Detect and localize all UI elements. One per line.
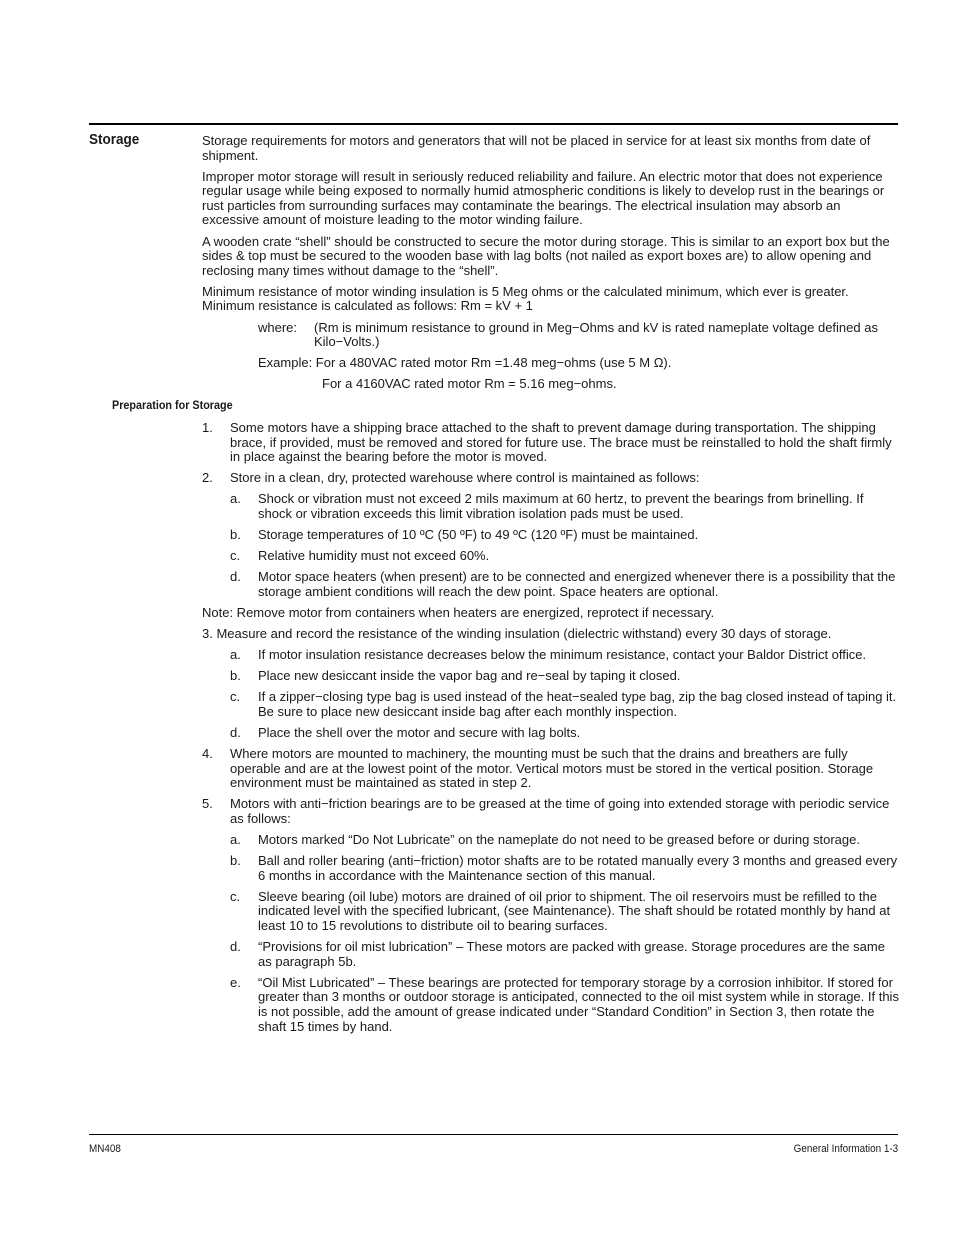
sub-text: If motor insulation resistance decreases below the minimum resistance, contact your Baldor District office.: [258, 647, 867, 663]
footer-page-label: General Information 1-3: [793, 1143, 898, 1155]
sub-item: [230, 890, 900, 934]
sub-text: “Provisions for oil mist lubrication” – These motors are packed with grease. Storage procedures are the same as paragraph 5b.: [258, 939, 885, 969]
sub-text: Storage temperatures of 10 ºC (50 ºF) to 49 ºC (120 ºF) must be maintained.: [258, 527, 699, 543]
sub-letter: e.: [230, 974, 241, 990]
sub-text: Relative humidity must not exceed 60%.: [258, 548, 490, 564]
sub-item: [230, 976, 900, 1034]
storage-paragraph-3: Minimum resistance of motor winding insulation is 5 Meg ohms or the calculated minimum, which ever is greater. Minimum resistance is calculated as follows: Rm = kV + 1: [202, 283, 849, 314]
sub-item: [230, 854, 900, 883]
sub-text: If a zipper−closing type bag is used instead of the heat−sealed type bag, zip the bag closed instead of taping it. Be sure to place new desiccant inside bag after each monthly inspection.: [258, 689, 897, 719]
item-text: Some motors have a shipping brace attached to the shaft to prevent damage during transportation. The shipping brace, if provided, must be removed and stored for future use. The brace must be reinstalled to hold the shaft firmly in place against the bearing before the motor is moved.: [230, 420, 892, 465]
sub-item: [230, 940, 900, 969]
sub-letter: c.: [230, 548, 241, 564]
item-number: 2.: [202, 470, 213, 486]
sub-text: Place the shell over the motor and secure with lag bolts.: [258, 725, 581, 740]
list-item: [202, 471, 900, 486]
sub-letter: d.: [230, 939, 241, 955]
where-definition: [258, 321, 900, 350]
sub-item: [230, 549, 900, 564]
sub-letter: d.: [230, 569, 241, 585]
sub-item: [230, 492, 900, 521]
sub-letter: b.: [230, 527, 241, 543]
where-label: where:: [258, 319, 298, 335]
storage-paragraph-2: A wooden crate “shell” should be constructed to secure the motor during storage. This is similar to an export box but the sides & top must be secured to the wooden base with lag bolts (not nailed as export boxes are) to allow opening and reclosing many times without damage to the “shell”.: [202, 233, 890, 278]
item-text: Where motors are mounted to machinery, the mounting must be such that the drains and breathers are fully operable and are at the lowest point of the motor. Vertical motors must be stored in the vertical position. Storage environment must be maintained as stated in step 2.: [230, 746, 874, 791]
sub-item: [230, 690, 900, 719]
footer-manual-number: MN408: [89, 1143, 121, 1155]
list-item: [202, 797, 900, 826]
item-3-text: 3. Measure and record the resistance of the winding insulation (dielectric withstand) every 30 days of storage.: [202, 626, 832, 642]
list-item: [202, 421, 900, 465]
sub-item: [230, 570, 900, 599]
sub-item: [230, 669, 900, 684]
sub-letter: c.: [230, 888, 241, 904]
sub-text: Sleeve bearing (oil lube) motors are drained of oil prior to shipment. The oil reservoirs must be refilled to the indicated level with the specified lubricant, (see Maintenance). The shaft should be rotated monthly by hand at least 10 to 15 revolutions to distribute oil to bearing surfaces.: [258, 888, 891, 934]
item-number: 5.: [202, 796, 213, 812]
section-heading: Storage: [89, 131, 140, 148]
item-number: 4.: [202, 746, 213, 762]
example-1: Example: For a 480VAC rated motor Rm =1.48 meg−ohms (use 5 M Ω).: [258, 355, 672, 371]
sub-letter: b.: [230, 668, 241, 684]
list-item: [202, 747, 900, 791]
page-body: [112, 133, 900, 1041]
sub-letter: a.: [230, 491, 241, 507]
sub-letter: d.: [230, 725, 241, 740]
preparation-heading: Preparation for Storage: [112, 398, 233, 413]
storage-paragraph-1: Improper motor storage will result in seriously reduced reliability and failure. An electric motor that does not experience regular usage while being exposed to normally humid atmospheric conditions is likely to develop rust in the bearings or rust particles from surrounding surfaces may contaminate the bearings. The electrical insulation may absorb an excessive amount of moisture leading to the motor winding failure.: [202, 168, 885, 228]
sub-item: [230, 648, 900, 663]
item-text: Motors with anti−friction bearings are to be greased at the time of going into extended storage with periodic service as follows:: [230, 796, 890, 826]
sub-item: [230, 726, 900, 741]
sub-letter: a.: [230, 647, 241, 663]
sub-text: Place new desiccant inside the vapor bag and re−seal by taping it closed.: [258, 668, 681, 684]
bottom-rule: [89, 1134, 898, 1135]
item-number: 1.: [202, 420, 213, 435]
intro-paragraph: Storage requirements for motors and generators that will not be placed in service for at least six months from date of shipment.: [202, 133, 871, 163]
sub-text: Motor space heaters (when present) are to be connected and energized whenever there is a possibility that the storage ambient conditions will reach the dew point. Space heaters are optional.: [258, 569, 896, 599]
sub-item: [230, 833, 900, 848]
sub-text: Motors marked “Do Not Lubricate” on the nameplate do not need to be greased before or during storage.: [258, 832, 860, 848]
sub-text: Shock or vibration must not exceed 2 mils maximum at 60 hertz, to prevent the bearings from brinelling. If shock or vibration exceeds this limit vibration isolation pads must be used.: [258, 491, 864, 521]
sub-item: [230, 528, 900, 543]
sub-letter: a.: [230, 832, 241, 848]
top-rule: [89, 123, 898, 125]
sub-text: Ball and roller bearing (anti−friction) motor shafts are to be rotated manually every 3 months and greased every 6 months in accordance with the Maintenance section of this manual.: [258, 853, 898, 883]
where-text: (Rm is minimum resistance to ground in Meg−Ohms and kV is rated nameplate voltage defined as Kilo−Volts.): [314, 319, 878, 350]
sub-text: “Oil Mist Lubricated” – These bearings are protected for temporary storage by a corrosion inhibitor. If stored for greater than 3 months or outdoor storage is anticipated, connected to the oil mist system while in storage. If this is not possible, add the amount of grease indicated under “Standard Condition” in Section 3, then rotate the shaft 15 times by hand.: [258, 974, 899, 1034]
sub-letter: c.: [230, 689, 241, 705]
item-text: Store in a clean, dry, protected warehouse where control is maintained as follows:: [230, 470, 700, 486]
note-text: Note: Remove motor from containers when heaters are energized, reprotect if necessary.: [202, 604, 715, 620]
sub-letter: b.: [230, 853, 241, 869]
example-2: For a 4160VAC rated motor Rm = 5.16 meg−ohms.: [322, 376, 617, 392]
